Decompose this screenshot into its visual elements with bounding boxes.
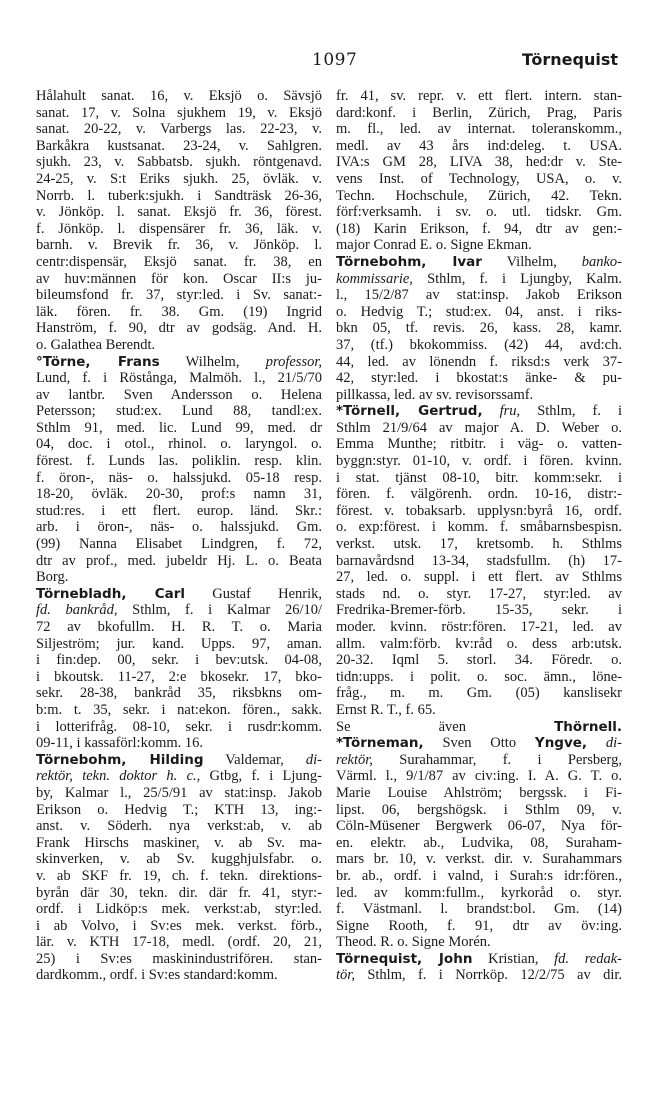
text-run: Värml. l., 9/1/87 av civ:ing. I. A. G. T. o. [336, 768, 622, 785]
text-run: Sven Otto [423, 735, 535, 752]
text-run: 09-11, i kassaförl:komm. 16. [36, 735, 203, 752]
text-line [36, 719, 322, 736]
text-line [336, 105, 622, 122]
text-run: Siljeström; jur. kand. Upps. 97, aman. [36, 635, 322, 652]
text-run: i stat. tjänst 08-10, bitr. komm:sekr. i [336, 469, 622, 486]
text-run: IVA:s GM 28, LIVA 38, hed:dr v. Ste- [336, 154, 622, 171]
text-run: 18-20, övläk. 20-30, prof:s namn 31, [36, 486, 322, 503]
text-run: byrån där 30, tekn. dir. där fr. 41, styr:- [36, 884, 322, 901]
text-run: Vilhelm, [481, 253, 582, 270]
text-run: Sthlm 91, med. lic. Lund 99, med. dr [36, 419, 322, 436]
text-run: 20-32. Iqml 5. storl. 34. Föredr. o. [336, 652, 622, 669]
text-run: verkst. utsk. 17, kretsomb. h. Sthlms [336, 536, 622, 553]
text-line [336, 586, 622, 603]
text-line [36, 304, 322, 321]
text-run: Emma Munthe; ritbitr. i väg- o. vatten- [336, 436, 622, 453]
text-line [336, 835, 622, 852]
text-line [36, 88, 322, 105]
text-run: o. Hedvig T.; stud:ex. 04, anst. i riks- [336, 303, 622, 320]
text-run: mars br. 10, v. verkst. dir. v. Surahammars [336, 851, 622, 868]
text-line [336, 271, 622, 288]
text-run: major Conrad E. o. Signe Ekman. [336, 237, 532, 254]
text-line [36, 354, 322, 371]
text-run: sjukh. 23, v. Sabbatsb. sjukh. röntgenavd. [36, 154, 322, 171]
text-run: v. Jönköp. l. sanat. Eksjö fr. 36, förest. [36, 204, 322, 221]
text-run: Gtbg, f. i Ljung- [200, 768, 322, 785]
text-line [36, 436, 322, 453]
text-run: o. exp:förest. i komm. f. småbarnsbespisn. [336, 519, 622, 536]
text-line [36, 636, 322, 653]
text-run: 42, styr:led. i bkostat:s änke- & pu- [336, 370, 622, 387]
text-run: m. fl., led. av internat. toleranskomm., [336, 121, 622, 138]
text-line [336, 885, 622, 902]
text-line [336, 337, 622, 354]
text-line [336, 702, 622, 719]
text-line [336, 287, 622, 304]
text-line [36, 387, 322, 404]
text-line [336, 138, 622, 155]
text-line [36, 918, 322, 935]
text-line [336, 237, 622, 254]
text-line [36, 138, 322, 155]
entry-title: kommissarie, [336, 270, 413, 287]
text-run: av lantbr. Sven Andersson o. Helena [36, 386, 322, 403]
text-line [36, 885, 322, 902]
entry-name: °Törne, Frans [36, 353, 160, 370]
entry-title: fru, [499, 403, 521, 420]
text-run: Lund, f. i Röstånga, Malmöh. l., 21/5/70 [36, 370, 322, 387]
text-line [336, 121, 622, 138]
entry-title: di- [305, 751, 322, 768]
text-run: br. ab., ordf. i valnd, i Surah:s idr:fören., [336, 867, 622, 884]
text-line [36, 271, 322, 288]
text-run: lipst. 06, bergshögsk. i Sthlm 09, v. [336, 801, 622, 818]
text-run: moder. kvinn. röstr:fören. 17-21, led. av [336, 619, 622, 635]
text-line [336, 370, 622, 387]
text-line [336, 735, 622, 752]
text-run: allm. valm:förb. kv:råd o. dess arb:utsk. [336, 635, 622, 652]
text-line [336, 785, 622, 802]
text-run: i bkoutsk. 11-27, 2:e bkosekr. 17, bko- [36, 668, 322, 685]
text-run: centr:dispensär, Eksjö sanat. fr. 38, en [36, 253, 322, 270]
text-line [336, 868, 622, 885]
text-line [36, 669, 322, 686]
text-line [36, 536, 322, 553]
text-line [36, 835, 322, 852]
text-line [36, 486, 322, 503]
text-run: fråg., m. m. Gm. (05) kanslisekr [336, 685, 622, 702]
text-line [36, 105, 322, 122]
text-line [36, 818, 322, 835]
text-line [36, 519, 322, 536]
text-line [36, 735, 322, 752]
text-run: v. ab SKF fr. 19, ch. f. tekn. direktions- [36, 867, 322, 884]
text-run: (99) Nanna Elisabet Lindgren, f. 72, [36, 536, 322, 553]
text-line [36, 254, 322, 271]
text-line [336, 354, 622, 371]
text-run: i lotterifråg. 08-10, sekr. i rusdr:komm. [36, 718, 322, 735]
text-run: Theod. R. o. Signe Morén. [336, 934, 491, 951]
text-line [336, 901, 622, 918]
text-run: Ernst R. T., f. 65. [336, 701, 436, 718]
text-run: Valdemar, [203, 751, 306, 768]
text-run: dtr av prof., med. jubeldr Hj. L. o. Beata [36, 552, 322, 569]
text-run: Norrb. l. tuberk:sjukh. i Sandträsk 26-36, [36, 187, 322, 204]
text-line [336, 536, 622, 553]
text-run: Hålahult sanat. 16, v. Eksjö o. Sävsjö [36, 88, 322, 104]
text-run: bkn 05, tf. revis. 26, kass. 28, kamr. [336, 320, 622, 337]
text-line [36, 237, 322, 254]
text-run: Surahammar, f. i Persberg, [372, 751, 622, 768]
text-line [336, 719, 622, 736]
text-run: 27, led. o. suppl. i ett flert. av Sthlms [336, 569, 622, 586]
text-run: lär. v. KTH 17-18, medl. (ordf. 20, 21, [36, 934, 322, 951]
text-run: (18) Karin Erikson, f. 94, dtr av gen:- [336, 220, 622, 237]
text-run: sanat. 17, v. Solna sjukhem 19, v. Eksjö [36, 104, 322, 121]
text-line [336, 403, 622, 420]
text-line [336, 752, 622, 769]
text-line [36, 652, 322, 669]
text-line [336, 188, 622, 205]
text-run: led. av komm:fullm., kyrkoråd o. styr. [336, 884, 622, 901]
text-run: Marie Louise Ahlström; bergssk. i Fi- [336, 784, 622, 801]
text-line [336, 304, 622, 321]
entry-title: di- [605, 735, 622, 752]
text-run: stud:res. i ett flert. europ. länd. Skr.: [36, 502, 322, 519]
text-line [336, 918, 622, 935]
text-run: Sthlm 21/9/64 av major A. D. Weber o. [336, 419, 622, 436]
text-line [36, 188, 322, 205]
text-line [336, 453, 622, 470]
text-run: f. Jönköp. l. dispensärer fr. 36, läk. v. [36, 220, 322, 237]
text-line [336, 652, 622, 669]
text-line [336, 470, 622, 487]
text-line [36, 768, 322, 785]
text-line [36, 967, 322, 984]
text-run: 37, (tf.) bkokommiss. (42) 44, avd:ch. [336, 336, 622, 353]
text-line [36, 403, 322, 420]
entry-name: *Törnell, Gertrud, [336, 403, 483, 420]
text-run: förest. v. tobaksarb. upplysn:byrå 16, ordf. [336, 502, 622, 519]
entry-title: tör, [336, 967, 355, 984]
text-line [336, 221, 622, 238]
text-run: dard:konf. i Berlin, Zürich, Prag, Paris [336, 104, 622, 121]
text-line [36, 752, 322, 769]
text-run: ordf. i Lidköp:s mek. verkst:ab, styr:led. [36, 901, 322, 918]
text-run: dardkomm., ordf. i Sv:es standard:komm. [36, 967, 278, 984]
text-run: 44, led. av lönendn f. riksd:s verk 37- [336, 353, 622, 370]
entry-name: Yngve, [534, 735, 588, 752]
text-line [336, 669, 622, 686]
text-line [336, 519, 622, 536]
text-line [36, 685, 322, 702]
text-run: l., 15/2/87 av stat:insp. Jakob Erikson [336, 287, 622, 304]
text-run: 24-25, v. S:t Eriks sjukh. 25, övläk. v. [36, 170, 322, 187]
text-run: förf:verksamh. i sv. o. utl. tidskr. Gm. [336, 204, 622, 221]
text-line [336, 503, 622, 520]
text-run: 04, doc. i otol., rhinol. o. laryngol. o. [36, 436, 322, 453]
text-line [36, 619, 322, 636]
text-line [36, 204, 322, 221]
text-line [36, 221, 322, 238]
text-line [336, 171, 622, 188]
text-line [336, 602, 622, 619]
entry-title: banko- [581, 253, 622, 270]
entry-name: *Törneman, [336, 735, 424, 752]
text-run: 25) i Sv:es maskinindustriföreн. stan- [36, 950, 322, 967]
text-run: Erikson o. Hedvig T.; KTH 13, ing:- [36, 801, 322, 818]
text-line [336, 934, 622, 951]
text-run: arb. i öron-, näs- o. halssjukd. Gm. [36, 519, 322, 536]
text-run: Se även [336, 718, 555, 735]
text-run: en. elektr. ab., Ludvika, 08, Suraham- [336, 834, 622, 851]
text-line [336, 818, 622, 835]
text-line [36, 586, 322, 603]
text-run: by, Kalmar l., 25/5/91 av stat:insp. Jakob [36, 784, 322, 801]
text-run: stads nd. o. styr. 17-27, styr:led. av [336, 585, 622, 602]
text-run: Signe Rooth, f. 91, dtr av öv:ing. [336, 917, 622, 934]
text-run: Sthlm, f. i Kalmar 26/10/ [117, 602, 322, 619]
text-run: o. Galathea Berendt. [36, 336, 156, 353]
text-line [336, 320, 622, 337]
text-run: 72 av bkofullm. H. R. T. o. Maria [36, 619, 322, 635]
right-column [336, 88, 622, 984]
text-line [336, 154, 622, 171]
entry-name: Thörnell. [554, 718, 622, 735]
text-line [336, 387, 622, 404]
text-run: Fredrika-Bremer-förb. 15-35, sekr. i [336, 602, 622, 619]
entry-title: rektör, tekn. doktor h. c., [36, 768, 201, 785]
text-line [36, 851, 322, 868]
text-run: Petersson; stud:ex. Lund 88, tandl:ex. [36, 403, 322, 420]
text-line [36, 171, 322, 188]
entry-title: rektör, [336, 751, 373, 768]
text-run: Hanström, f. 90, dtr av godsäg. And. H. [36, 320, 322, 337]
text-line [36, 901, 322, 918]
text-run: Sthlm, f. i [520, 403, 622, 420]
text-line [36, 569, 322, 586]
text-line [336, 851, 622, 868]
text-run: Gustaf Henrik, [185, 585, 322, 602]
text-line [336, 802, 622, 819]
text-line [36, 370, 322, 387]
entry-title: fd. bankråd, [36, 602, 118, 619]
text-run: f. öron-, näs- o. halssjukd. 05-18 resp. [36, 469, 322, 486]
text-line [36, 337, 322, 354]
entry-name: Törnebohm, Ivar [336, 253, 482, 270]
text-line [336, 553, 622, 570]
entry-name: Törnebladh, Carl [36, 585, 186, 602]
text-line [36, 602, 322, 619]
text-line [336, 254, 622, 271]
text-line [336, 951, 622, 968]
page-header [0, 50, 672, 76]
text-run: Cöln-Müsener Bergwerk 06-07, Nya för- [336, 818, 622, 835]
text-run: sekr. 28-38, bankråd 35, riksbkns om- [36, 685, 322, 702]
entry-name: Törnequist, John [336, 950, 473, 967]
entry-name: Törnebohm, Hilding [36, 751, 204, 768]
text-run: skinverken, v. ab Sv. kugghjulsfabr. o. [36, 851, 322, 868]
text-run: av huv:männen för kon. Oscar II:s ju- [36, 270, 322, 287]
text-line [36, 121, 322, 138]
text-line [336, 436, 622, 453]
text-line [336, 486, 622, 503]
text-run: b:m. t. 35, sekr. i nat:ekon. fören., sakk. [36, 701, 322, 718]
text-line [336, 88, 622, 105]
text-line [336, 685, 622, 702]
text-run: f. Västmanl. l. brandst:bol. Gm. (14) [336, 901, 622, 918]
text-run: fr. 41, sv. repr. v. ett flert. intern. stan- [336, 88, 622, 104]
text-line [336, 420, 622, 437]
running-head: Törnequist [521, 50, 618, 69]
text-run: bileumsfond fr. 37, styr:led. i Sv. sanat:- [36, 287, 322, 304]
text-line [36, 868, 322, 885]
text-run: Sthlm, f. i Norrköp. 12/2/75 av dir. [354, 967, 622, 984]
text-line [336, 967, 622, 984]
text-run: Wilhelm, [159, 353, 266, 370]
text-line [336, 569, 622, 586]
text-run: vens Inst. of Technology, USA, o. v. [336, 170, 622, 187]
text-run: Borg. [36, 569, 69, 586]
text-line [36, 287, 322, 304]
text-run [483, 403, 500, 419]
text-line [36, 320, 322, 337]
text-line [36, 503, 322, 520]
text-line [336, 768, 622, 785]
text-run: barnh. v. Brevik fr. 36, v. Jönköp. l. [36, 237, 322, 254]
text-line [336, 204, 622, 221]
text-run: i fin:dep. 00, sekr. i bev:utsk. 04-08, [36, 652, 322, 669]
text-line [36, 154, 322, 171]
text-line [36, 420, 322, 437]
text-run: anst. v. Söderh. nya verkst:ab, v. ab [36, 818, 322, 835]
text-run: förest. f. Lunds las. poliklin. resp. klin. [36, 453, 322, 470]
text-run: Kristian, [472, 950, 555, 967]
text-run: medl. av 43 års ind:deleg. t. USA. [336, 137, 622, 154]
text-line [36, 553, 322, 570]
text-line [36, 470, 322, 487]
text-run [587, 735, 606, 751]
text-line [36, 802, 322, 819]
text-run: Techn. Hochschule, Zürich, 42. Tekn. [336, 187, 622, 204]
text-run: fören. f. välgörenh. ordn. 10-16, distr:- [336, 486, 622, 503]
text-line [36, 785, 322, 802]
entry-title: professor, [265, 353, 322, 370]
entry-title: fd. redak- [554, 950, 622, 967]
text-line [36, 453, 322, 470]
text-run: läk. fören. fr. 38. Gm. (19) Ingrid [36, 303, 322, 320]
text-run: barnavårdsnd 13-34, stadsfullm. (h) 17- [336, 552, 622, 569]
text-run: i ab Volvo, i Sv:es mek. verkst. förb., [36, 917, 322, 934]
text-line [36, 951, 322, 968]
text-line [36, 934, 322, 951]
text-line [36, 702, 322, 719]
text-run: Barkåkra kustsanat. 23-24, v. Sahlgren. [36, 137, 322, 154]
page-number: 1097 [312, 50, 358, 70]
text-line [336, 619, 622, 636]
left-column [36, 88, 322, 984]
text-line [336, 636, 622, 653]
text-run: sanat. 20-22, v. Varbergs las. 22-23, v. [36, 121, 322, 138]
text-run: byggn:styr. 01-10, v. ordf. i fören. kvinn. [336, 453, 622, 470]
text-run: tidn:upps. i polit. o. soc. ämn., löne- [336, 668, 622, 685]
text-run: Frank Hirschs maskiner, v. ab Sv. ma- [36, 834, 322, 851]
text-run: Sthlm, f. i Ljungby, Kalm. [412, 270, 622, 287]
text-run: pillkassa, led. av sv. revisorssamf. [336, 386, 534, 403]
